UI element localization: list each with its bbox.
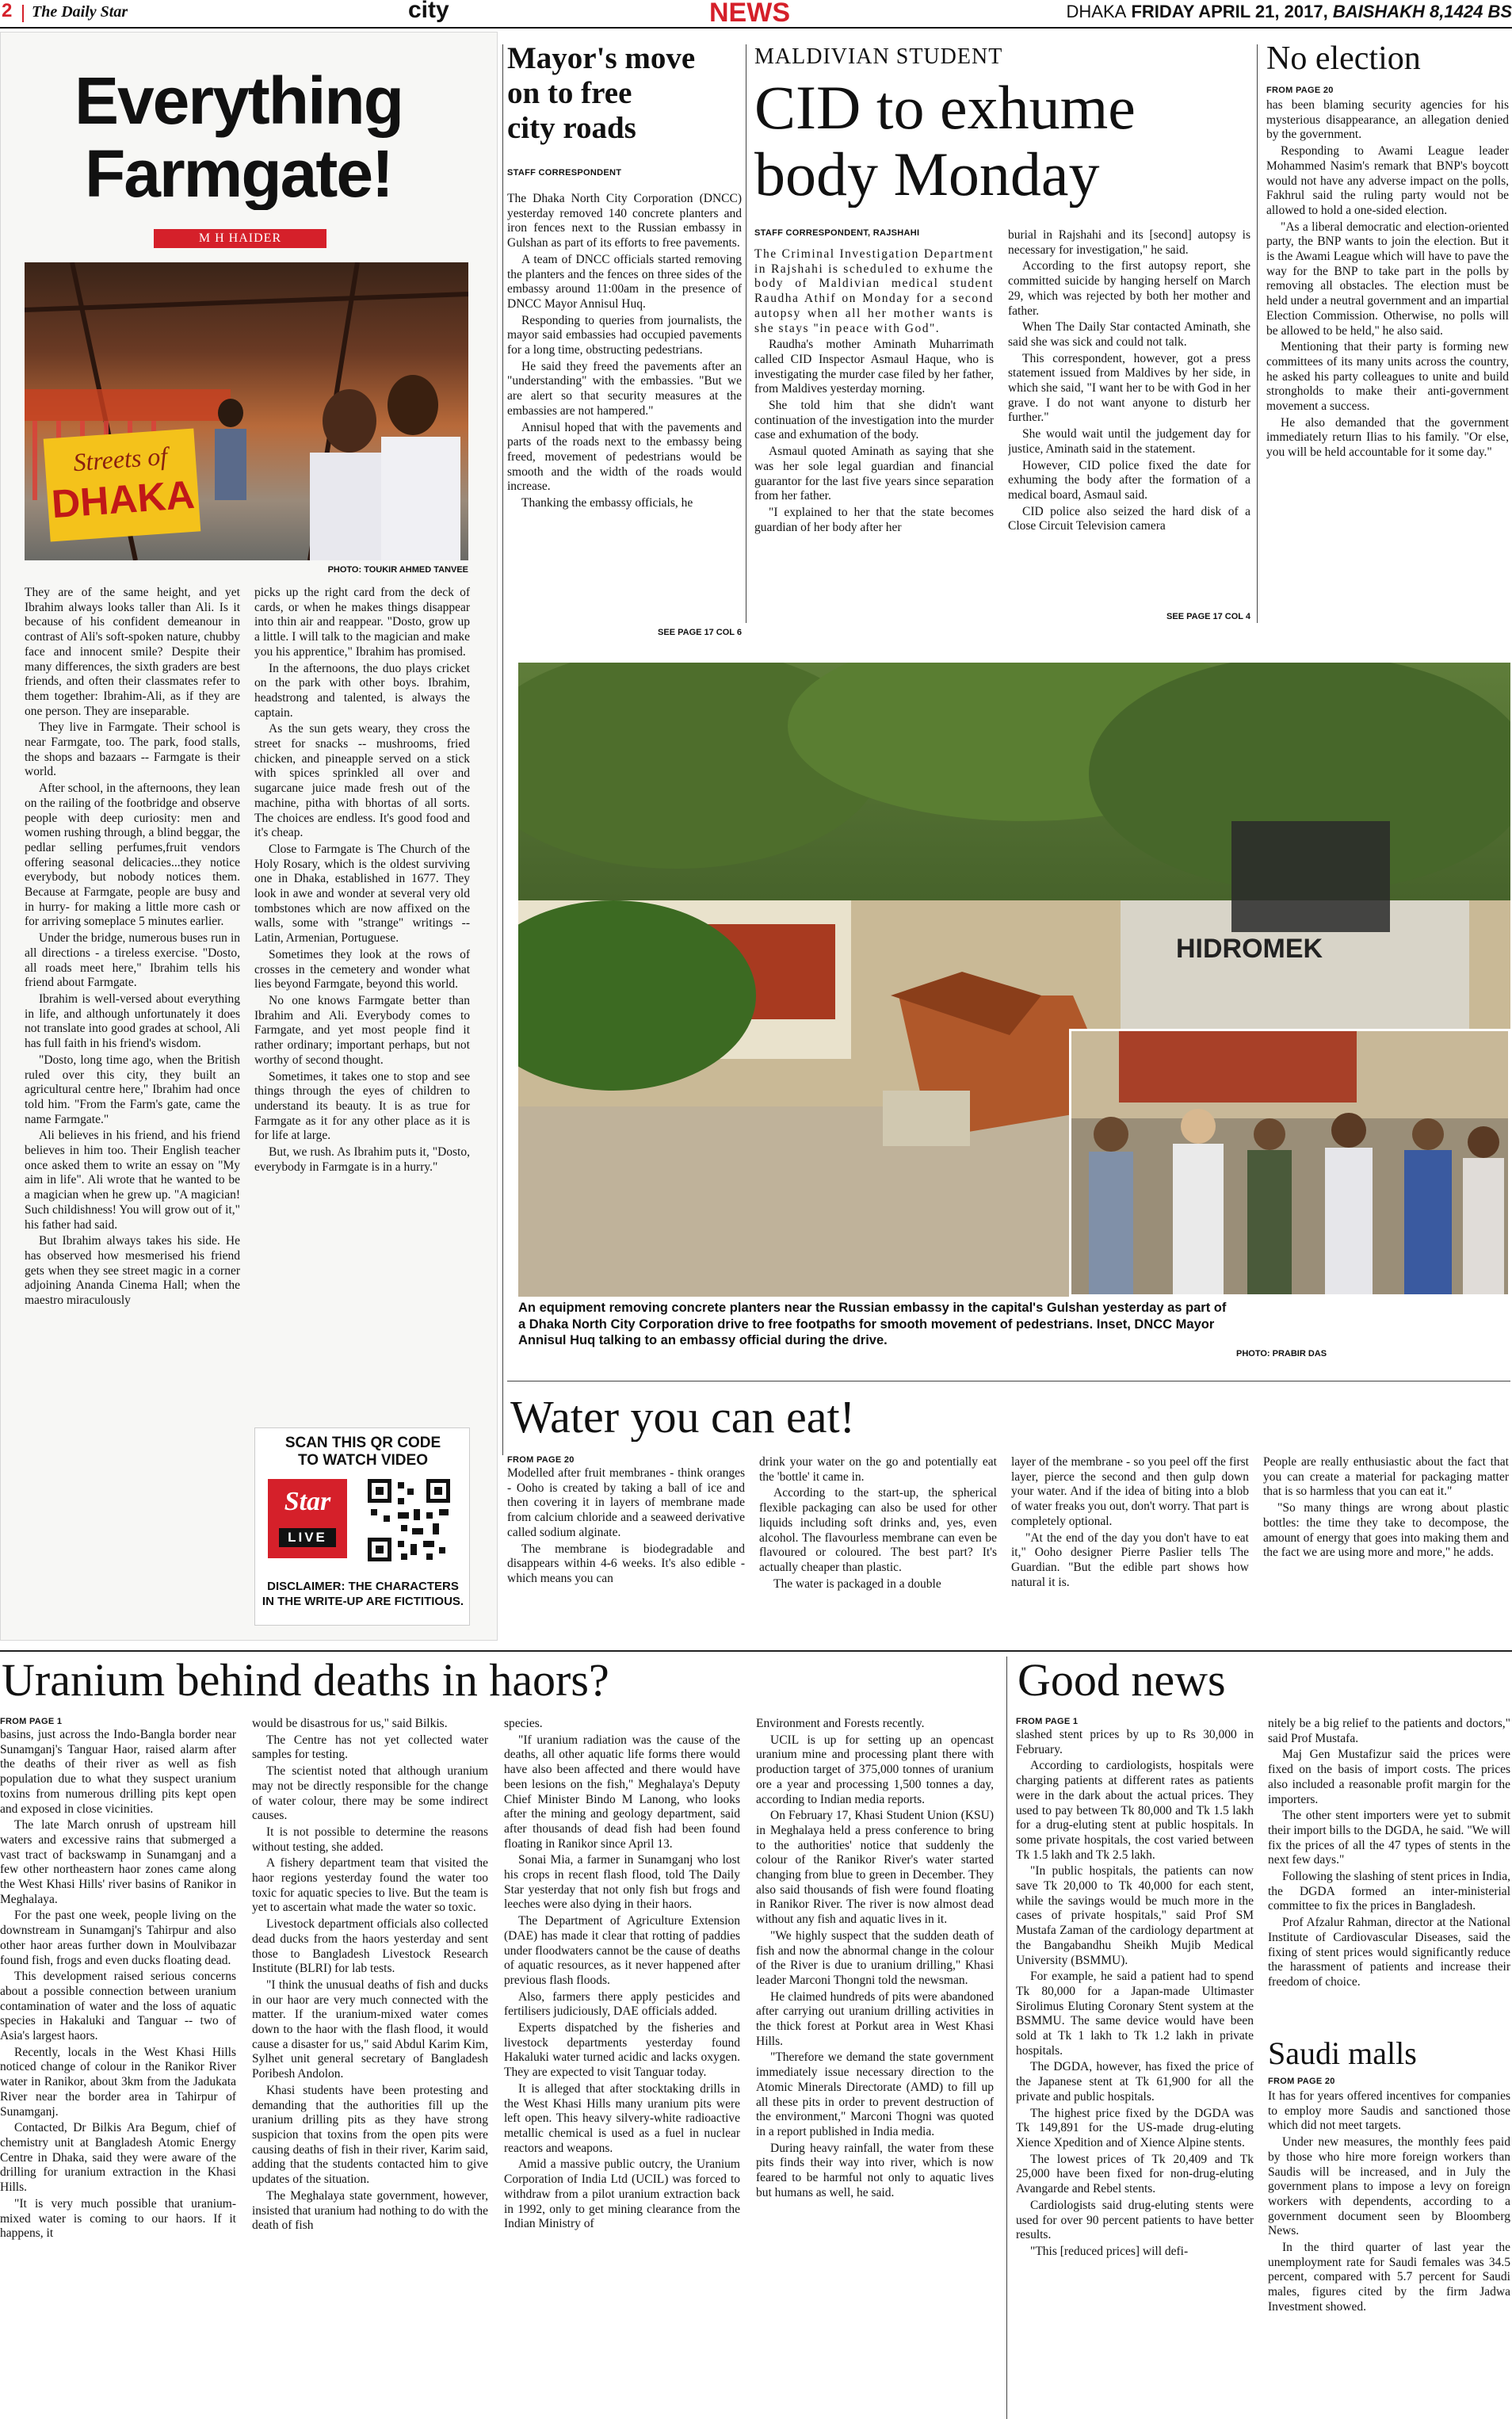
water-headline: Water you can eat! [510,1393,855,1442]
main-photo-credit: PHOTO: PRABIR DAS [1236,1349,1327,1359]
water-col4: People are really enthusiastic about the fact that you can create a material for packaging matter that is so harmless that you can eat it." "So many things are wrong about plastic bottles: the time they take to decompose, the amount of energy that goes into making them and the fact we are using more and more," he adds. [1263,1455,1509,1560]
goodnews-col1: slashed stent prices by up to Rs 30,000 in February. According to cardiologists, hospitals were charging patients at different rates as patients were in the dark about the actual prices. They used to pay between Tk 80,000 and Tk 1.5 lakh for a drug-eluting stent at public hospitals. In some private hospitals, the cost varied between Tk 1.5 lakh and Tk 2.5 lakh. "In public hospitals, the patients can now save Tk 20,000 to Tk 40,000 for each stent, while the savings would be much more in the cases of private hospitals," said Prof SM Mustafa Zaman of the cardiology department at the Bangabandhu Sheikh Mujib Medical University (BSMMU). For example, he said a patient had to spend Tk 80,000 for a Japan-made Ultimaster Sirolimus Eluting Coronary Stent system at the BSMMU. The same device would have been sold at Tk 1 lakh to Tk 1.2 lakh in private hospitals. The DGDA, however, has fixed the price of the Japanese stent at Tk 61,900 for all the private and public hospitals. The highest price fixed by the DGDA was Tk 149,891 for the US-made drug-eluting Xience Xpedition and of Xience Alpine stents. The lowest prices of Tk 20,409 and Tk 25,000 have been fixed for non-drug-eluting Avangarde and Rebel stents. Cardiologists said drug-eluting stents were used for over 90 percent patients to have better results. "This [reduced prices] will defi- [1016,1728,1254,2258]
uranium-col1: basins, just across the Indo-Bangla border near Sunamganj's Tanguar Haor, raised alarm after the deaths of their river as well as fish population due to what they suspect uranium toxins from numerous drilling pits kept open and exposed in close vicinities. The late March onrush of upstream hill waters and excessive rains that submerged a vast tract of backswamp in Sunamganj and a few other northeastern haor zones came along the West Khasi Hills' river basins of Ranikor in Meghalaya. For the past one week, people living on the downstream in Sunamganj's Tahirpur and also other haor areas further down in Moulvibazar found fish, frogs and even ducks floating dead. This development raised serious concerns about a possible connection between uranium contamination of water and the loss of aquatic species in Hakaluki and Tanguar -- two of Asia's largest haors. Recently, locals in the West Khasi Hills noticed change of colour in the Ranikor River water in Ranikor, about 3km from the Jadukata River near the border area in Tahirpur of Sunamganj. Contacted, Dr Bilkis Ara Begum, chief of chemistry unit at Bangladesh Atomic Energy Centre in Dhaka, said they were aware of the drilling for uranium extraction in the Khasi Hills. "It is very much possible that uranium-mixed water is coming to our haors. If it happens, it [0,1728,236,2241]
election-story [1266,41,1509,628]
election-body: has been blaming security agencies for his mysterious disappearance, an allegation denied by the government. Responding to Awami League leader Mohammed Nasim's remark that BNP's boycott would not have any adverse impact on the polls, Fakhrul said the ruling party would not be allowed to hold a one-sided election. "As a liberal democratic and election-oriented party, the BNP wants to join the election. But it is the Awami League which will have to pave the way for the BNP to take part in the polls by removing all obstacles. The election must be held under a neutral government and an impartial Election Commission. Otherwise, no polls will be allowed to be held," he also said. Mentioning that their party is forming new committees of its many units across the country, he asked his party colleagues to unite and build strongholds to make their anti-government movement a success. He also demanded that the government immediately return Ilias to his family. "Or else, you will be held accountable for it some day." [1266,98,1509,460]
farmgate-col1: They are of the same height, and yet Ibrahim always looks taller than Ali. Is it because of his confident demeanour in contrast of Ali's soft-spoken nature, chubby face and innocent smile? Despite their many differences, the sixth graders are best friends, and often their classmates refer to them together: Ibrahim-Ali, as if they are one person. They are inseparable. They live in Farmgate. Their school is near Farmgate, too. The park, food stalls, the shops and bazaars -- Farmgate is their world. After school, in the afternoons, they lean on the railing of the footbridge and observe people with deep curiosity: men and women rushing through, a blind beggar, the pedlar selling perfumes,fruit vendors offering seasonal delicacies...they notice everybody, but nobody notices them. Because at Farmgate, people are busy and in hurry- for making a little more cash or for arriving someplace 5 minutes earlier. Under the bridge, numerous buses run in all directions - a tireless exercise. "Dosto, all roads meet here," Ibrahim tells his friend about Farmgate. Ibrahim is well-versed about everything in life, and although unfortunately it does not translate into good grades at school, Ali has full faith in his friend's wisdom. "Dosto, long time ago, when the British ruled over this city, they built an agricultural centre here," Ibrahim had once told him. "From the Farm's gate, came the name Farmgate." Ali believes in his friend, and his friend believes in him too. Their English teacher once asked them to write an essay on "My aim in life". Ali wrote that he wanted to be a magician when he grew up. "A magician! Such childishness! You will grow out of it," his father had said. But Ibrahim always takes his side. He has observed how mesmerised his friend gets when they see street magic in a corner adjoining Ananda Cinema Hall; when the maestro miraculously [25,586,240,1308]
goodnews-headline: Good news [1018,1657,1226,1705]
goodnews-from: FROM PAGE 1 [1016,1717,1079,1726]
dateline [1062,2,1512,22]
dateline-city: DHAKA [1066,2,1127,21]
inset-photo [1069,1029,1510,1297]
cid-byline: STAFF CORRESPONDENT, RAJSHAHI [754,228,920,238]
inset-people-scene [1071,1031,1508,1294]
star-live-logo: Star LIVE [268,1479,347,1558]
cid-col1: The Criminal Investigation Department in Rajshahi is scheduled to exhume the body of Maldivian medical student Raudha Athif on Monday for a second autopsy when all her mother wants is she stays "in peace with God". Raudha's mother Aminath Muharrimath called CID Inspector Asmaul Haque, who is investigating the murder case filed by her father, from Maldives yesterday morning. She told him that she didn't want continuation of the investigation into the murder case and exhumation of the body. Asmaul quoted Aminath as saying that she was her sole legal guardian and financial guarantor for the last five years since separation from her father. "I explained to her that the state becomes guardian of her body after her [754,247,994,534]
cid-see-link[interactable]: SEE PAGE 17 COL 4 [1166,612,1250,621]
election-headline: No election [1266,41,1421,77]
paper-name: The Daily Star [32,3,128,21]
machine-brand-text: HIDROMEK [1176,934,1323,964]
goodnews-col2: nitely be a big relief to the patients and doctors," said Prof Mustafa. Maj Gen Mustafizur said the prices were fixed on the basis of import costs. The prices also included a reasonable profit margin for the importers. The other stent importers were yet to submit their import bills to the DGDA, he said. "We will fix the prices of all the 47 types of stents in the next few days." Following the slashing of stent prices in India, the DGDA formed an inter-ministerial committee to fix the prices in Bangladesh. Prof Afzalur Rahman, director at the National Institute of Cardiovascular Diseases, said the fixing of stent prices would significantly reduce the harassment of patients and increase their freedom of choice. [1268,1717,1510,1989]
water-col2: drink your water on the go and potentially eat the 'bottle' it came in. According to the start-up, the spherical flexible packaging can also be used for other liquids including soft drinks and, yes, even alcohol. The flavourless membrane can even be flavoured or coloured. The best part? It's actually cheaper than plastic. The water is packaged in a double [759,1455,997,1591]
uranium-headline: Uranium behind deaths in haors? [2,1657,609,1705]
water-from: FROM PAGE 20 [507,1455,575,1465]
uranium-from: FROM PAGE 1 [0,1717,63,1726]
main-photo-caption: An equipment removing concrete planters near the Russian embassy in the capital's Gulshan yesterday as part of a Dhaka North City Corporation drive to free footpaths for smooth movement of pedestrians. Inset, DNCC Mayor Annisul Huq talking to an embassy official during the drive. [518,1301,1227,1347]
farmgate-byline: M H HAIDER [154,229,326,248]
mayor-body: The Dhaka North City Corporation (DNCC) yesterday removed 140 concrete planters and iron fences next to the Russian embassy in Gulshan as part of its efforts to free pavements. A team of DNCC officials started removing the planters and the fences on three sides of the embassy around 11:00am in the presence of DNCC Mayor Annisul Huq. Responding to queries from journalists, the mayor said embassies had occupied pavements for a long time, obstructing pedestrians. He said they freed the pavements after an "understanding" with the embassies. "But we are alert so that security measures at the embassies are not hampered." Annisul hoped that with the pavements and parts of the roads next to the embassy being freed, movement of pedestrians would be smooth and the width of the roads would increase. Thanking the embassy officials, he [507,192,742,510]
water-col1: Modelled after fruit membranes - think oranges - Ooho is created by taking a ball of ice and then covering it in layers of membrane made from calcium chloride and a seaweed derivative called sodium alginate. The membrane is biodegradable and disappears within 4-6 weeks. It's also edible - which means you can [507,1466,745,1585]
mayor-see-link[interactable]: SEE PAGE 17 COL 6 [658,628,742,637]
mayor-headline: Mayor's move on to free city roads [507,41,696,145]
cid-kicker: MALDIVIAN STUDENT [754,44,1003,69]
uranium-col3: species. "If uranium radiation was the cause of the deaths, all other aquatic life forms there would have also been affected and there would have been lesions on the fish," Meghalaya's Deputy Chief Minister Bindo M Lanong, who looks after the mining and geology department, said after thousands of dead fish had been found floating in Ranikor since April 13. Sonai Mia, a farmer in Sunamganj who lost his crops in recent flash flood, told The Daily Star yesterday that not only fish but frogs and leeches were also dying in their haors. The Department of Agriculture Extension (DAE) has made it clear that rotting of paddies under floodwaters cannot be the cause of deaths of aquatic resources, as it never happened after previous flash floods. Also, farmers there apply pesticides and fertilisers judiciously, DAE officials added. Experts dispatched by the fisheries and livestock departments yesterday found Hakaluki water turned acidic and lacks oxygen. They are expected to visit Tanguar today. It is alleged that after stocktaking drills in the West Khasi Hills many uranium pits were left open. This heavy silvery-white radioactive metallic chemical is used as a fuel in nuclear reactors and weapons. Amid a massive public outcry, the Uranium Corporation of India Ltd (UCIL) was forced to withdraw from a pilot uranium extraction back in 1992, only to get mining clearance from the Indian Ministry of [504,1717,740,2231]
disclaimer: DISCLAIMER: THE CHARACTERS IN THE WRITE-UP ARE FICTITIOUS. [262,1580,464,1608]
news-label: NEWS [709,0,790,27]
uranium-col2: would be disastrous for us," said Bilkis. The Centre has not yet collected water samples for testing. The scientist noted that although uranium may not be directly responsible for the change of water colour, there may be some indirect causes. It is not possible to determine the reasons without testing, she added. A fishery department team that visited the haor regions yesterday found the water too toxic for aquatic species to live. But the team is yet to ascertain what made the water so toxic. Livestock department officials also collected dead ducks from the haors yesterday and sent those to Bangladesh Livestock Research Institute (BLRI) for lab tests. "I think the unusual deaths of fish and ducks in our haor are very much connected with the matter. If the uranium-mixed water comes down to the haor with the flash flood, it would cause a disaster for us," said Abdul Karim Kim, Sylhet unit general secretary of Bangladesh Poribesh Andolon. Khasi students have been protesting and demanding that the authorities fill up the uranium drilling pits as they have strong suspicion that toxins from the open pits were causing deaths of fish in their river, Karim said, adding that the students contacted him to give updates of the situation. The Meghalaya state government, however, insisted that uranium had nothing to do with the death of fish [252,1717,488,2233]
farmgate-photo-credit: PHOTO: TOUKIR AHMED TANVEE [327,565,468,575]
saudi-story [1268,2037,1510,2419]
section-label: city [408,0,449,23]
streets-of-dhaka-badge: Streets of DHAKA [44,429,201,542]
water-story [507,1387,1510,1641]
cid-story [754,41,1250,628]
cid-col2: burial in Rajshahi and its [second] autopsy is necessary for investigation," he said. According to the first autopsy report, she committed suicide by hanging herself on March 29, which was rejected by both her mother and father. When The Daily Star contacted Aminath, she said she was sick and could not talk. This correspondent, however, got a press statement issued from Maldives by her side, in which she said, "I want her to be with God in her grave. I do not want anyone to disturb her further." She would wait until the judgement day for justice, Aminath said in the statement. However, CID police fixed the date for exhuming the body after the formation of a medical board, Asmaul said. CID police also seized the hard disk of a Close Circuit Television camera [1008,228,1250,533]
farmgate-photo [25,262,468,560]
saudi-headline: Saudi malls [1268,2037,1417,2070]
dateline-bangla: BAISHAKH 8,1424 BS [1332,2,1512,21]
main-photo [518,663,1510,1297]
water-col3: layer of the membrane - so you peel off the first layer, pierce the second and then gulp down your water. And if the idea of biting into a blob of water freaks you out, don't worry. That part is completely optional. "At the end of the day you don't have to eat it," Ooho designer Pierre Paslier tells The Guardian. "But the edible part shows how natural it is. [1011,1455,1249,1589]
farmgate-story [0,32,498,1641]
cid-headline: CID to exhume body Monday [754,75,1136,208]
election-from: FROM PAGE 20 [1266,86,1334,95]
masthead [0,0,1512,27]
saudi-body: It has for years offered incentives for companies to employ more Saudis and sanctioned those which did not meet targets. Under new measures, the monthly fees paid by those who hire more foreign workers than Saudis will be increased, and in July the government plans to impose a levy on foreign workers with dependents, according to a government document seen by Bloomberg News. In the third quarter of last year the unemployment rate for Saudi females was 34.5 percent, compared with 5.7 percent for Saudi males, figures cited by the firm Jadwa Investment showed. [1268,2089,1510,2314]
uranium-story [0,1653,1000,2419]
farmgate-headline: Everything Farmgate! [74,64,403,210]
dateline-date: FRIDAY APRIL 21, 2017, [1131,2,1328,21]
qr-promo-box: SCAN THIS QR CODE TO WATCH VIDEO Star LIVE DISCLAIMER: THE CHARACTERS IN THE WRITE-UP ARE FICTITIOUS. [254,1427,470,1626]
goodnews-story [1016,1653,1512,2419]
page-number: 2 [2,0,13,21]
uranium-col4: Environment and Forests recently. UCIL is up for setting up an opencast uranium mine and processing plant there with production target of 375,000 tonnes of uranium ore a year and processing 1,500 tonnes a day, according to Indian media reports. On February 17, Khasi Student Union (KSU) in Meghalaya held a press conference to bring to the authorities' notice that suddenly the colour of the Ranikor River's water started changing from blue to green in December. They also said thousands of fish were found floating in Ranikor River. The river is now almost dead without any fish and aquatic lives in it. "We highly suspect that the sudden death of fish and now the abnormal change in the colour of the River is due to uranium drilling," Khasi leader Marconi Thongni told the newsman. He claimed hundreds of pits were abandoned after carrying out uranium drilling activities in the thick forest at Porkut area in West Khasi Hills. "Therefore we demand the state government immediately issue necessary direction to the Atomic Minerals Directorate (AMD) to fill up all these pits in order to prevent destruction of the environment," Marconi Thogni was quoted in a report published in India media. During heavy rainfall, the water from these pits finds their way into river, which is now feared to be harmful not only to aquatic lives but humans as well, he said. [756,1717,994,2199]
mayor-story [507,41,742,644]
qr-code[interactable] [366,1477,452,1563]
mayor-byline: STAFF CORRESPONDENT [507,168,622,178]
farmgate-col2: picks up the right card from the deck of cards, or when he makes things disappear into thin air and reappear. "Dosto, grow up a little. I will talk to the magician and make you his apprentice," Ibrahim has promised. In the afternoons, the duo plays cricket on the park with other boys. Ibrahim, headstrong and talented, is always the captain. As the sun gets weary, they cross the street for snacks -- mushrooms, fried chicken, and pineapple served on a stick with spices sprinkled all over and sugarcane juice made fresh out of the machine, pitha with bhortas of all sorts. The choices are endless. It's good food and it's cheap. Close to Farmgate is The Church of the Holy Rosary, which is the oldest surviving one in Dhaka, established in 1677. They look in awe and wonder at several very old tombstones which are now affixed on the walls, some with "strange" writings -- Latin, Armenian, Portuguese. Sometimes they look at the rows of crosses in the cemetery and wonder what lies beyond Farmgate, beyond this world. No one knows Farmgate better than Ibrahim and Ali. Everybody comes to Farmgate, and yet most people find it rather ordinary; important perhaps, but not worthy of second thought. Sometimes, it takes one to stop and see things through the eyes of children to understand its beauty. It is as true for Farmgate as it for any other place as it is for life at large. But, we rush. As Ibrahim puts it, "Dosto, everybody in Farmgate is in a hurry." [254,586,470,1174]
saudi-from: FROM PAGE 20 [1268,2077,1335,2086]
